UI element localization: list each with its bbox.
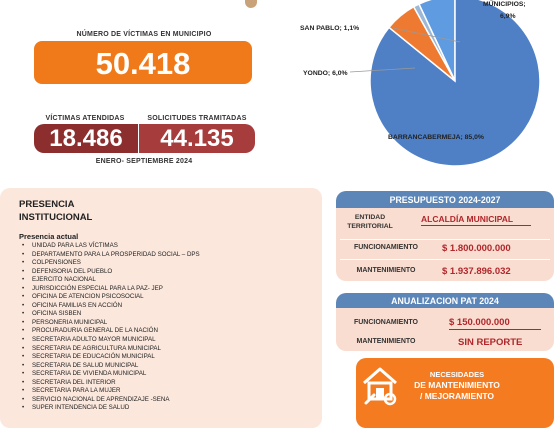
requests-value: 44.135 — [160, 125, 234, 152]
bullet-icon: • — [22, 370, 25, 378]
presence-list-item — [22, 370, 200, 379]
attended-value: 18.486 — [49, 125, 123, 152]
attended-box — [34, 124, 138, 153]
bullet-icon: • — [22, 404, 25, 412]
presence-list-item — [22, 251, 200, 260]
budget-funcionamiento-value: $ 1.800.000.000 — [442, 243, 511, 254]
presence-item-label: EJERCITO NACIONAL — [32, 276, 96, 284]
presence-list-item — [22, 242, 200, 251]
bullet-icon: • — [22, 267, 25, 275]
budget-funcionamiento-label: FUNCIONAMIENTO — [353, 244, 419, 251]
entity-underline — [421, 225, 531, 226]
pie-label-barrancabermeja: BARRANCABERMEJA; 85,0% — [388, 134, 484, 141]
presence-title — [19, 198, 92, 224]
entity-label — [336, 213, 404, 231]
needs-title-line2: DE MANTENIMIENTO — [414, 380, 500, 390]
presence-list-item — [22, 319, 200, 328]
presence-item-label: OFICINA DE ATENCION PSICOSOCIAL — [32, 293, 144, 301]
budget-mantenimiento-label: MANTENIMIENTO — [356, 267, 416, 274]
institutional-presence-panel — [0, 188, 322, 428]
pat-mantenimiento-label: MANTENIMIENTO — [356, 338, 416, 345]
presence-item-label: SECRETARIA ADULTO MAYOR MUNICIPAL — [32, 336, 156, 344]
period-label: ENERO- SEPTIEMBRE 2024 — [95, 158, 193, 165]
presence-list — [22, 242, 200, 413]
requests-box — [139, 124, 255, 153]
pie-label-yondo: YONDO; 6,0% — [303, 70, 348, 77]
presence-title-line1: PRESENCIA — [19, 199, 75, 210]
bullet-icon: • — [22, 250, 25, 258]
budget-mantenimiento-value: $ 1.937.896.032 — [442, 266, 511, 277]
presence-item-label: SERVICIO NACIONAL DE APRENDIZAJE -SENA — [32, 395, 170, 403]
presence-item-label: DEFENSORIA DEL PUEBLO — [32, 267, 113, 275]
presence-list-item — [22, 302, 200, 311]
header-decoration — [245, 0, 257, 8]
pat-body — [336, 308, 554, 351]
presence-item-label: SECRETARIA DE EDUCACIÓN MUNICIPAL — [32, 353, 155, 361]
bullet-icon: • — [22, 344, 25, 352]
bullet-icon: • — [22, 301, 25, 309]
pat-card — [336, 293, 554, 351]
presence-item-label: SECRETARIA DE AGRICULTURA MUNICIPAL — [32, 344, 161, 352]
presence-list-item — [22, 293, 200, 302]
bullet-icon: • — [22, 336, 25, 344]
attended-label: VÍCTIMAS ATENDIDAS — [45, 115, 125, 122]
presence-list-item — [22, 379, 200, 388]
entity-value: ALCALDÍA MUNICIPAL — [421, 214, 514, 224]
entity-label-line2: TERRITORIAL — [347, 223, 393, 230]
presence-list-item — [22, 345, 200, 354]
bullet-icon: • — [22, 387, 25, 395]
presence-list-item — [22, 268, 200, 277]
presence-list-item — [22, 336, 200, 345]
presence-list-item — [22, 353, 200, 362]
pat-funcionamiento-value: $ 150.000.000 — [449, 317, 510, 328]
presence-item-label: DEPARTAMENTO PARA LA PROSPERIDAD SOCIAL – DPS — [32, 250, 200, 258]
presence-list-item — [22, 404, 200, 413]
pie-label-municipios-pct: 6,9% — [500, 13, 516, 20]
house-repair-icon — [360, 363, 400, 407]
budget-body — [336, 208, 554, 281]
presence-list-item — [22, 327, 200, 336]
presence-title-line2: INSTITUCIONAL — [19, 212, 93, 223]
budget-card — [336, 191, 554, 281]
pie-label-san-pablo: SAN PABLO; 1,1% — [300, 25, 360, 32]
budget-title: PRESUPUESTO 2024-2027 — [336, 191, 554, 208]
bullet-icon: • — [22, 353, 25, 361]
budget-separator — [340, 239, 550, 240]
bullet-icon: • — [22, 318, 25, 326]
presence-subtitle: Presencia actual — [19, 232, 79, 241]
presence-item-label: SECRETARIA DEL INTERIOR — [32, 378, 116, 386]
presence-item-label: OFICINA FAMILIAS EN ACCIÓN — [32, 301, 123, 309]
entity-label-line1: ENTIDAD — [354, 214, 386, 221]
bullet-icon: • — [22, 327, 25, 335]
presence-list-item — [22, 259, 200, 268]
bullet-icon: • — [22, 395, 25, 403]
presence-list-item — [22, 310, 200, 319]
pat-title: ANUALIZACION PAT 2024 — [336, 293, 554, 308]
bullet-icon: • — [22, 284, 25, 292]
pie-label-municipios: MUNICIPIOS; — [483, 1, 526, 8]
presence-item-label: PROCURADURIA GENERAL DE LA NACIÓN — [32, 327, 158, 335]
bullet-icon: • — [22, 242, 25, 249]
presence-list-item — [22, 387, 200, 396]
bullet-icon: • — [22, 361, 25, 369]
needs-title-line1: NECESIDADES — [429, 370, 485, 379]
presence-list-item — [22, 285, 200, 294]
presence-list-item — [22, 276, 200, 285]
presence-list-item — [22, 396, 200, 405]
presence-list-item — [22, 362, 200, 371]
requests-label: SOLICITUDES TRAMITADAS — [147, 115, 247, 122]
presence-item-label: SECRETARIA DE VIVIENDA MUNICIPAL — [32, 370, 147, 378]
needs-title — [412, 369, 502, 402]
presence-item-label: SECRETARIA PARA LA MUJER — [32, 387, 121, 395]
bullet-icon: • — [22, 293, 25, 301]
presence-item-label: UNIDAD PARA LAS VÍCTIMAS — [32, 242, 118, 249]
pat-underline — [449, 329, 541, 330]
presence-item-label: JURISDICCIÓN ESPECIAL PARA LA PAZ- JEP — [32, 284, 163, 292]
presence-item-label: PERSONERIA MUNICIPAL — [32, 318, 108, 326]
bullet-icon: • — [22, 276, 25, 284]
presence-item-label: COLPENSIONES — [32, 259, 81, 267]
presence-item-label: OFICINA SISBEN — [32, 310, 82, 318]
victims-count-value: 50.418 — [34, 41, 252, 84]
pat-funcionamiento-label: FUNCIONAMIENTO — [353, 319, 419, 326]
pat-mantenimiento-value: SIN REPORTE — [458, 337, 523, 348]
budget-separator-2 — [340, 259, 550, 260]
presence-item-label: SUPER INTENDENCIA DE SALUD — [32, 404, 130, 412]
presence-item-label: SECRETARIA DE SALUD MUNICIPAL — [32, 361, 139, 369]
bullet-icon: • — [22, 378, 25, 386]
bullet-icon: • — [22, 310, 25, 318]
victims-count-label: NÚMERO DE VÍCTIMAS EN MUNICIPIO — [76, 31, 212, 38]
bullet-icon: • — [22, 259, 25, 267]
maintenance-needs-card — [356, 358, 554, 428]
needs-title-line3: / MEJORAMIENTO — [420, 391, 494, 401]
